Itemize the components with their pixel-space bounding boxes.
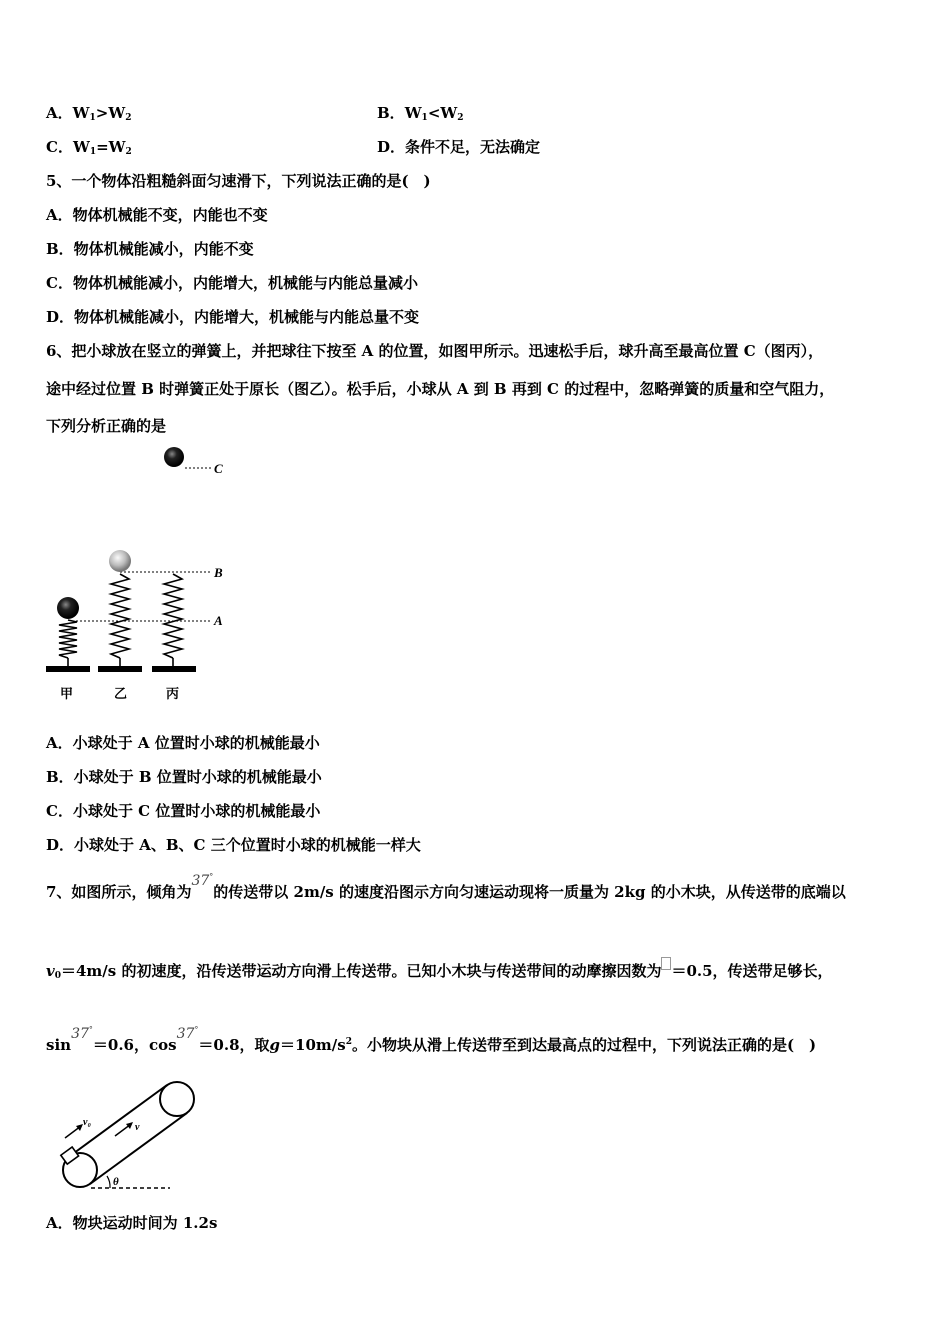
- q4-option-a: A．$W_1>W_2$: [46, 104, 132, 123]
- ball-yi: [109, 550, 131, 572]
- spring-figure: [40, 440, 240, 705]
- label-v0: v₀: [83, 1117, 91, 1128]
- q5-option-c: C．物体机械能减小，内能增大，机械能与内能总量减小: [46, 274, 418, 292]
- q5-option-a: A．物体机械能不变，内能也不变: [46, 206, 268, 224]
- label-c: C: [214, 461, 223, 476]
- q4-option-d: D．条件不足，无法确定: [377, 138, 541, 156]
- q6-stem-line-2: 途中经过位置 B 时弹簧正处于原长（图乙）。松手后，小球从 A 到 B 再到 C 的过程中，忽略弹簧的质量和空气阻力，: [46, 380, 835, 398]
- caption-yi: 乙: [114, 687, 128, 702]
- mu-symbol-icon: [661, 957, 671, 970]
- q5-stem: 5、一个物体沿粗糙斜面匀速滑下，下列说法正确的是( ): [46, 172, 431, 190]
- label-v: v: [135, 1122, 140, 1133]
- label-b: B: [214, 565, 223, 580]
- q5-option-b: B．物体机械能减小，内能不变: [46, 240, 254, 258]
- q6-option-c: C．小球处于 C 位置时小球的机械能最小: [46, 802, 321, 820]
- q6-option-d: D．小球处于 A、B、C 三个位置时小球的机械能一样大: [46, 836, 421, 854]
- q7-line-1: 7、如图所示，倾角为37°的传送带以 2m/s 的速度沿图示方向匀速运动现将一质量为 2kg 的小木块，从传送带的底端以: [46, 872, 846, 901]
- q6-stem-line-1: 6、把小球放在竖立的弹簧上，并把球往下按至 A 的位置，如图甲所示。迅速松手后，球升高至最高位置 C（图丙），: [46, 342, 824, 360]
- conveyor-figure: [55, 1078, 205, 1198]
- spring-jia: [59, 620, 77, 666]
- spring-yi: [111, 574, 129, 666]
- q7-line-2: $v_0=4m/s$ 的初速度，沿传送带运动方向滑上传送带。已知小木块与传送带间的动摩擦因数为 ＝0.5，传送带足够长，: [46, 957, 833, 986]
- q6-option-b: B．小球处于 B 位置时小球的机械能最小: [46, 768, 322, 786]
- q6-stem-line-3: 下列分析正确的是: [46, 417, 167, 435]
- label-theta: θ: [113, 1176, 119, 1188]
- spring-bing: [164, 574, 182, 666]
- q4-option-c: C．$W_1=W_2$: [46, 138, 132, 157]
- ball-jia: [57, 597, 79, 619]
- q6-option-a: A．小球处于 A 位置时小球的机械能最小: [46, 734, 320, 752]
- q7-line-3: sin37°＝0.6，cos37°＝0.8，取$g=10m/s^2$。小物块从滑上传送带至到达最高点的过程中，下列说法正确的是( ): [46, 1025, 817, 1054]
- caption-bing: 丙: [166, 687, 180, 702]
- q4-option-b: B．$W_1<W_2$: [377, 104, 464, 123]
- q7-option-a: A．物块运动时间为 1.2s: [46, 1214, 218, 1232]
- ball-c: [164, 447, 184, 467]
- label-a: A: [214, 613, 223, 628]
- q5-option-d: D．物体机械能减小，内能增大，机械能与内能总量不变: [46, 308, 420, 326]
- caption-jia: 甲: [60, 687, 74, 702]
